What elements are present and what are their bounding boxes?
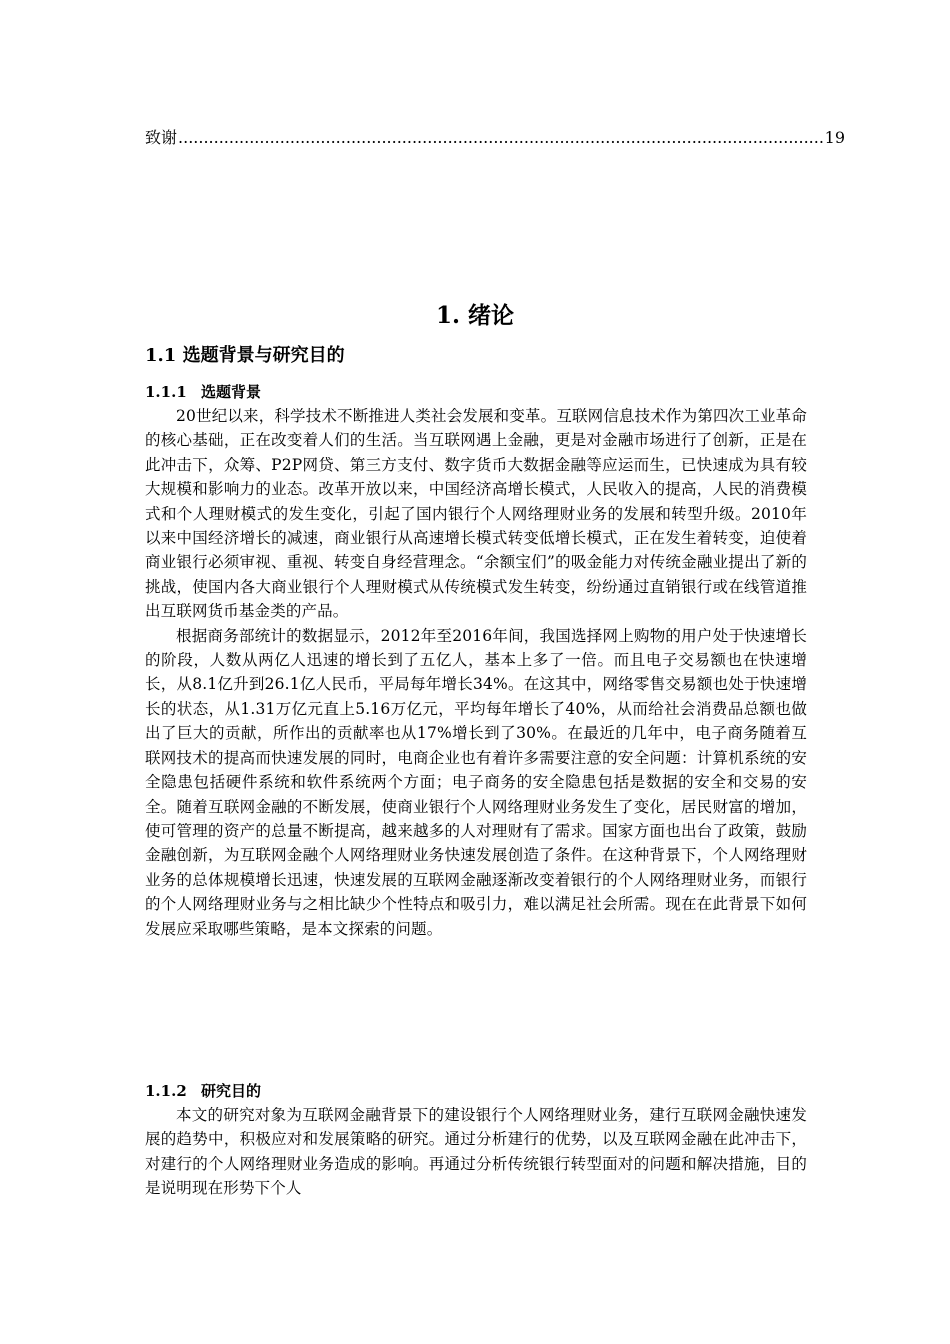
subsection-background (145, 380, 807, 941)
paragraph: 本文的研究对象为互联网金融背景下的建设银行个人网络理财业务，建行互联网金融快速发展的趋势中，积极应对和发展策略的研究。通过分析建行的优势，以及互联网金融在此冲击下，对建行的个人网络理财业务造成的影响。再通过分析传统银行转型面对的问题和解决措施，目的是说明现在形势下个人 (145, 1106, 807, 1198)
paragraph: 根据商务部统计的数据显示，2012年至2016年间，我国选择网上购物的用户处于快速增长的阶段，人数从两亿人迅速的增长到了五亿人，基本上多了一倍。而且电子交易额也在快速增长，从8.1亿升到26.1亿人民币，平局每年增长34%。在这其中，网络零售交易额也处于快速增长的状态，从1.31万亿元直上5.16万亿元，平均每年增长了40%，从而给社会消费品总额也做出了巨大的贡献，所作出的贡献率也从17%增长到了30%。在最近的几年中，电子商务随着互联网技术的提高而快速发展的同时，电商企业也有着许多需要注意的安全问题：计算机系统的安全隐患包括硬件系统和软件系统两个方面；电子商务的安全隐患包括是数据的安全和交易的安全。随着互联网金融的不断发展，使商业银行个人网络理财业务发生了变化，居民财富的增加，使可管理的资产的总量不断提高，越来越多的人对理财有了需求。国家方面也出台了政策，鼓励金融创新，为互联网金融个人网络理财业务快速发展创造了条件。在这种背景下，个人网络理财业务的总体规模增长迅速，快速发展的互联网金融逐渐改变着银行的个人网络理财业务，而银行的个人网络理财业务与之相比缺少个性特点和吸引力，难以满足社会所需。现在在此背景下如何发展应采取哪些策略，是本文探索的问题。 (145, 626, 807, 938)
toc-page-number: 19 (824, 128, 845, 147)
section-title: 1.1 选题背景与研究目的 (145, 345, 345, 366)
subsection-number: 1.1.2 (145, 1082, 187, 1100)
chapter-title: 1. 绪论 (435, 302, 515, 329)
toc-dot-leader (178, 127, 824, 149)
toc-label: 致谢 (145, 128, 178, 147)
paragraph: 20世纪以来，科学技术不断推进人类社会发展和变革。互联网信息技术作为第四次工业革命的核心基础，正在改变着人们的生活。当互联网遇上金融，更是对金融市场进行了创新，正是在此冲击下，众筹、P2P网贷、第三方支付、数字货币大数据金融等应运而生，已快速成为具有较大规模和影响力的业态。改革开放以来，中国经济高增长模式，人民收入的提高，人民的消费模式和个人理财模式的发生变化，引起了国内银行个人网络理财业务的发展和转型升级。2010年以来中国经济增长的减速，商业银行从高速增长模式转变低增长模式，正在发生着转变，迫使着商业银行必须审视、重视、转变自身经营理念。“余额宝们”的吸金能力对传统金融业提出了新的挑战，使国内各大商业银行个人理财模式从传统模式发生转变，纷纷通过直销银行或在线管道推出互联网货币基金类的产品。 (145, 407, 807, 621)
subsection-heading (145, 1079, 807, 1103)
subsection-title: 研究目的 (201, 1082, 262, 1100)
subsection-purpose (145, 1079, 807, 1201)
toc-entry-acknowledgements[interactable] (145, 127, 845, 149)
subsection-title: 选题背景 (201, 383, 262, 401)
subsection-number: 1.1.1 (145, 383, 187, 401)
subsection-heading (145, 380, 807, 404)
